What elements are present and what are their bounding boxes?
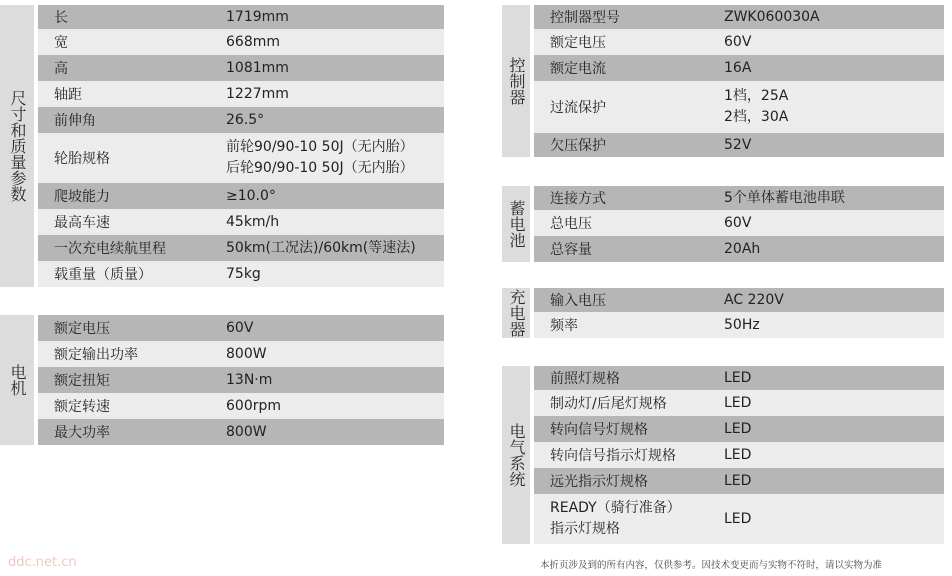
spec-row [38, 419, 444, 445]
spec-value-line: 5个单体蓄电池串联 [724, 189, 845, 206]
spec-row [534, 494, 944, 544]
spec-table [534, 288, 944, 338]
spec-row [534, 133, 944, 157]
spec-label: 轮胎规格 [54, 151, 110, 167]
spec-value [226, 422, 267, 443]
spec-label: 输入电压 [550, 293, 606, 309]
section-title-bar [502, 288, 530, 338]
spec-value [724, 32, 751, 53]
spec-value-line: LED [724, 510, 752, 527]
spec-row [534, 390, 944, 416]
section-title: 蓄电池 [507, 200, 526, 248]
section-title-bar [0, 315, 34, 445]
spec-label: 总电压 [550, 216, 592, 232]
spec-label: 宽 [54, 35, 68, 51]
spec-value-line: 50km(工况法)/60km(等速法) [226, 239, 416, 256]
spec-value-line: 45km/h [226, 213, 280, 230]
spec-row [534, 442, 944, 468]
spec-value [226, 264, 261, 285]
spec-value-line: ≥10.0° [226, 187, 276, 204]
section-title: 尺寸和质量参数 [8, 90, 27, 202]
spec-value-line: 60V [724, 33, 752, 50]
spec-label: 长 [54, 10, 68, 26]
spec-value-line: 16A [724, 59, 752, 76]
section-title-bar [502, 186, 530, 262]
spec-label: 最大功率 [54, 425, 110, 441]
spec-value [724, 368, 751, 389]
watermark: ddc.net.cn [8, 555, 77, 570]
spec-value-line: 13N·m [226, 371, 273, 388]
spec-row [534, 468, 944, 494]
spec-value-line: AC 220V [724, 291, 784, 308]
spec-value [226, 370, 272, 391]
spec-row [38, 315, 444, 341]
spec-value-line: 668mm [226, 33, 280, 50]
spec-label: 频率 [550, 318, 578, 334]
section-title: 电气系统 [507, 423, 526, 487]
spec-value-line: 600rpm [226, 397, 282, 414]
spec-value [724, 471, 751, 492]
spec-value-line: LED [724, 369, 752, 386]
spec-label: 控制器型号 [550, 10, 620, 26]
section-dimensions [0, 5, 444, 287]
spec-label: 最高车速 [54, 215, 110, 231]
spec-label: 欠压保护 [550, 138, 606, 154]
spec-label: 载重量（质量） [54, 267, 152, 283]
spec-value [226, 238, 416, 259]
spec-label: 转向信号指示灯规格 [550, 448, 676, 464]
spec-value-line: 50Hz [724, 316, 760, 333]
spec-row [534, 366, 944, 390]
spec-value [226, 212, 279, 233]
spec-table [38, 5, 444, 287]
spec-value-line: 后轮90/90-10 50J（无内胎） [226, 160, 414, 176]
spec-table [534, 5, 944, 157]
spec-row [38, 209, 444, 235]
spec-label: 远光指示灯规格 [550, 474, 648, 490]
spec-value [724, 58, 751, 79]
spec-value-line: 前轮90/90-10 50J（无内胎） [226, 139, 414, 155]
section-title-bar [0, 5, 34, 287]
spec-value-line: LED [724, 420, 752, 437]
spec-label: 连接方式 [550, 191, 606, 207]
section-title-bar [502, 5, 530, 157]
spec-row [534, 416, 944, 442]
spec-row [534, 236, 944, 262]
footnote: 本折页涉及到的所有内容，仅供参考。因技术变更而与实物不符时，请以实物为准 [540, 560, 883, 571]
spec-row [38, 367, 444, 393]
spec-row [38, 81, 444, 107]
spec-row [38, 29, 444, 55]
spec-row [38, 183, 444, 209]
spec-value [724, 419, 751, 440]
spec-label: 额定电压 [54, 321, 110, 337]
spec-label: 一次充电续航里程 [54, 241, 166, 257]
spec-value [226, 7, 289, 28]
spec-label: 额定电流 [550, 61, 606, 77]
spec-label: 爬坡能力 [54, 189, 110, 205]
spec-table [534, 366, 944, 544]
section-battery [502, 186, 944, 262]
spec-value [724, 290, 784, 311]
spec-value-line: 26.5° [226, 111, 265, 128]
spec-label: 过流保护 [550, 100, 606, 116]
spec-value-line: 60V [724, 214, 752, 231]
spec-label-line: 指示灯规格 [550, 521, 620, 537]
spec-value [226, 344, 267, 365]
spec-table [38, 315, 444, 445]
spec-label: 额定转速 [54, 399, 110, 415]
spec-value [226, 186, 276, 207]
spec-row [38, 55, 444, 81]
spec-row [38, 261, 444, 287]
spec-value [724, 445, 751, 466]
spec-value [724, 135, 751, 156]
spec-label: 额定输出功率 [54, 347, 138, 363]
spec-value [226, 318, 253, 339]
spec-value-line: LED [724, 472, 752, 489]
spec-row [38, 5, 444, 29]
spec-label: 轴距 [54, 87, 82, 103]
spec-row [534, 210, 944, 236]
spec-value-line: 75kg [226, 265, 261, 282]
spec-row [38, 341, 444, 367]
section-title: 充电器 [507, 289, 526, 337]
spec-row [534, 55, 944, 81]
spec-value-line: 1档，25A [724, 88, 789, 104]
spec-row [534, 81, 944, 133]
spec-value-line: 52V [724, 136, 752, 153]
spec-value-line: 2档，30A [724, 109, 789, 125]
spec-value [724, 315, 760, 336]
spec-label: 额定电压 [550, 35, 606, 51]
spec-label: 前伸角 [54, 113, 96, 129]
spec-value [724, 239, 760, 260]
spec-value [724, 86, 788, 128]
spec-row [38, 393, 444, 419]
spec-value-line: 1719mm [226, 8, 289, 25]
section-charger [502, 288, 944, 338]
spec-row [534, 312, 944, 338]
spec-value-line: 1081mm [226, 59, 289, 76]
spec-value [226, 110, 264, 131]
spec-value [724, 393, 751, 414]
section-controller [502, 5, 944, 157]
spec-row [38, 235, 444, 261]
section-title: 控制器 [507, 57, 526, 105]
spec-row [534, 5, 944, 29]
spec-label: 总容量 [550, 242, 592, 258]
spec-value-line: ZWK060030A [724, 8, 820, 25]
spec-value [724, 7, 820, 28]
spec-value [724, 188, 845, 209]
spec-value-line: LED [724, 394, 752, 411]
section-motor [0, 315, 444, 445]
spec-label: 前照灯规格 [550, 371, 620, 387]
spec-row [534, 186, 944, 210]
spec-row [38, 133, 444, 183]
spec-value [226, 84, 289, 105]
spec-value [226, 32, 280, 53]
section-electrical [502, 366, 944, 544]
spec-value-line: 20Ah [724, 240, 761, 257]
spec-label [534, 498, 724, 540]
spec-value [226, 58, 289, 79]
spec-value [226, 396, 281, 417]
spec-row [38, 107, 444, 133]
spec-value-line: LED [724, 446, 752, 463]
spec-table [534, 186, 944, 262]
spec-value-line: 800W [226, 423, 267, 440]
spec-row [534, 288, 944, 312]
spec-row [534, 29, 944, 55]
spec-value [226, 137, 414, 179]
spec-label: 转向信号灯规格 [550, 422, 648, 438]
spec-label: 高 [54, 61, 68, 77]
spec-label: 额定扭矩 [54, 373, 110, 389]
spec-label: 制动灯/后尾灯规格 [550, 396, 667, 412]
spec-label-line: READY（骑行准备） [550, 500, 681, 516]
spec-value [724, 213, 751, 234]
spec-value [724, 509, 751, 530]
spec-value-line: 800W [226, 345, 267, 362]
section-title: 电机 [8, 364, 27, 396]
spec-value-line: 60V [226, 319, 254, 336]
spec-value-line: 1227mm [226, 85, 289, 102]
section-title-bar [502, 366, 530, 544]
